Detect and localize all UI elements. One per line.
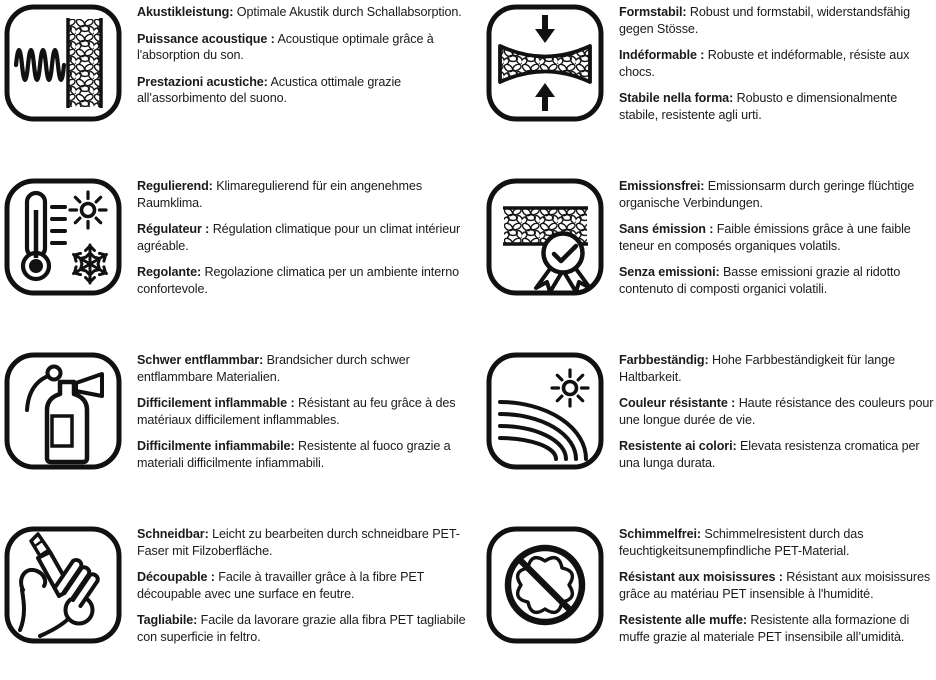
entry-text: Leicht zu bearbeiten durch schneidbare PET-Faser mit Filzoberfläche.: [137, 527, 460, 558]
entry-label: Akustikleistung:: [137, 5, 234, 19]
entry-text: Résistant aux moisissures grâce au matériau PET insensible à l'humidité.: [619, 570, 931, 601]
entry-text: Resistente al fuoco grazie a materiali difficilmente infiammabili.: [137, 439, 451, 470]
entry-label: Couleur résistante :: [619, 396, 736, 411]
entry-label: Découpable :: [137, 570, 215, 585]
entry-label: Difficilmente infiammabile:: [137, 439, 295, 454]
entry-label: Résistant aux moisissures :: [619, 570, 783, 585]
feature-text-block: [137, 4, 468, 107]
feature-acoustic: [0, 0, 468, 170]
feature-text-block: [137, 526, 468, 646]
entry-label: Resistente ai colori:: [619, 439, 737, 454]
rainbow-sun-icon: [486, 352, 604, 470]
feature-entry-fr: [619, 395, 934, 428]
entry-text: Optimale Akustik durch Schallabsorption.: [236, 5, 462, 19]
entry-text: Résistant au feu grâce à des matériaux difficilement inflammables.: [137, 396, 456, 427]
entry-text: Acustica ottimale grazie all’assorbimento del suono.: [137, 74, 402, 106]
feature-entry-de: [619, 526, 934, 559]
entry-label: Prestazioni acustiche:: [137, 74, 268, 89]
feature-entry-de: [137, 4, 468, 21]
entry-label: Regolante:: [137, 265, 202, 280]
entry-text: Resistente alla formazione di muffe grazie al materiale PET insensibile all’umidità.: [619, 613, 910, 644]
entry-text: Facile à travailler grâce à la fibre PET découpable avec une surface en feutre.: [137, 570, 425, 601]
entry-label: Senza emissioni:: [619, 265, 720, 280]
feature-text-block: [619, 352, 934, 472]
entry-text: Robust und formstabil, widerstandsfähig gegen Stösse.: [619, 5, 910, 36]
entry-label: Puissance acoustique :: [137, 31, 275, 46]
feature-entry-fr: [137, 221, 468, 254]
sun-glyph: [70, 192, 106, 228]
hand-cutter-knife-icon: [4, 526, 122, 644]
entry-text: Regolazione climatica per un ambiente interno confortevole.: [137, 265, 460, 296]
feature-entry-de: [619, 4, 934, 37]
feature-entry-fr: [137, 569, 468, 602]
feature-entry-de: [137, 178, 468, 211]
entry-text: Haute résistance des couleurs pour une longue durée de vie.: [619, 396, 934, 427]
feature-entry-fr: [619, 569, 934, 602]
feature-entry-it: [137, 264, 468, 297]
entry-label: Régulateur :: [137, 222, 210, 237]
entry-text: Klimaregulierend für ein angenehmes Raumklima.: [137, 179, 423, 210]
entry-text: Faible émissions grâce à une faible teneur en composés organiques volatils.: [619, 222, 911, 253]
entry-label: Tagliabile:: [137, 613, 198, 628]
feature-entry-fr: [137, 395, 468, 428]
thermometer-sun-snowflake-icon: [4, 178, 122, 296]
entry-label: Difficilement inflammable :: [137, 396, 295, 411]
no-mold-icon: [486, 526, 604, 644]
entry-label: Regulierend:: [137, 179, 213, 193]
entry-label: Schwer entflammbar:: [137, 353, 264, 367]
entry-text: Brandsicher durch schwer entflammbare Materialien.: [137, 353, 410, 384]
feature-entry-it: [619, 612, 934, 645]
feature-entry-de: [619, 352, 934, 385]
entry-text: Acoustique optimale grâce à l'absorption du son.: [137, 31, 434, 63]
entry-label: Indéformable :: [619, 48, 705, 63]
entry-text: Robuste et indéformable, résiste aux chocs.: [619, 48, 910, 79]
feature-entry-de: [137, 526, 468, 559]
entry-text: Robusto e dimensionalmente stabile, resistente agli urti.: [619, 91, 898, 122]
feature-entry-fr: [619, 221, 934, 254]
feature-colorfast: [468, 340, 936, 510]
feature-entry-de: [619, 178, 934, 211]
compression-arrows-icon: [486, 4, 604, 122]
entry-text: Emissionsarm durch geringe flüchtige organische Verbindungen.: [619, 179, 915, 210]
feature-text-block: [619, 526, 934, 646]
feature-mold-free: [468, 510, 936, 680]
entry-text: Elevata resistenza cromatica per una lunga durata.: [619, 439, 920, 470]
feature-form-stable: [468, 0, 936, 170]
sun-glyph: [552, 370, 588, 406]
feature-entry-it: [619, 438, 934, 471]
feature-entry-fr: [619, 47, 934, 80]
entry-text: Schimmelresistent durch das feuchtigkeitsunempfindliche PET-Material.: [619, 527, 864, 558]
entry-label: Sans émission :: [619, 222, 714, 237]
feature-climate-regulating: [0, 170, 468, 340]
entry-label: Emissionsfrei:: [619, 179, 705, 193]
feature-cuttable: [0, 510, 468, 680]
feature-entry-fr: [137, 31, 468, 64]
feature-text-block: [619, 178, 934, 298]
feature-entry-de: [137, 352, 468, 385]
entry-label: Resistente alle muffe:: [619, 613, 747, 628]
entry-text: Régulation climatique pour un climat intérieur agréable.: [137, 222, 461, 253]
feature-text-block: [619, 4, 934, 124]
feature-text-block: [137, 352, 468, 472]
certified-panel-badge-icon: [486, 178, 604, 296]
entry-text: Basse emissioni grazie al ridotto contenuto di composti organici volatili.: [619, 265, 901, 296]
feature-emission-free: [468, 170, 936, 340]
entry-label: Formstabil:: [619, 5, 687, 19]
entry-label: Farbbeständig:: [619, 353, 709, 367]
entry-label: Schneidbar:: [137, 527, 209, 541]
entry-text: Facile da lavorare grazie alla fibra PET tagliabile con superficie in feltro.: [137, 613, 466, 644]
entry-label: Stabile nella forma:: [619, 91, 734, 106]
feature-entry-it: [137, 74, 468, 107]
feature-entry-it: [619, 264, 934, 297]
feature-entry-it: [137, 438, 468, 471]
feature-flame-retardant: [0, 340, 468, 510]
feature-text-block: [137, 178, 468, 298]
entry-text: Hohe Farbbeständigkeit für lange Haltbarkeit.: [619, 353, 895, 384]
sound-absorption-icon: [4, 4, 122, 122]
feature-entry-it: [619, 90, 934, 123]
entry-label: Schimmelfrei:: [619, 527, 701, 541]
fire-extinguisher-icon: [4, 352, 122, 470]
feature-entry-it: [137, 612, 468, 645]
